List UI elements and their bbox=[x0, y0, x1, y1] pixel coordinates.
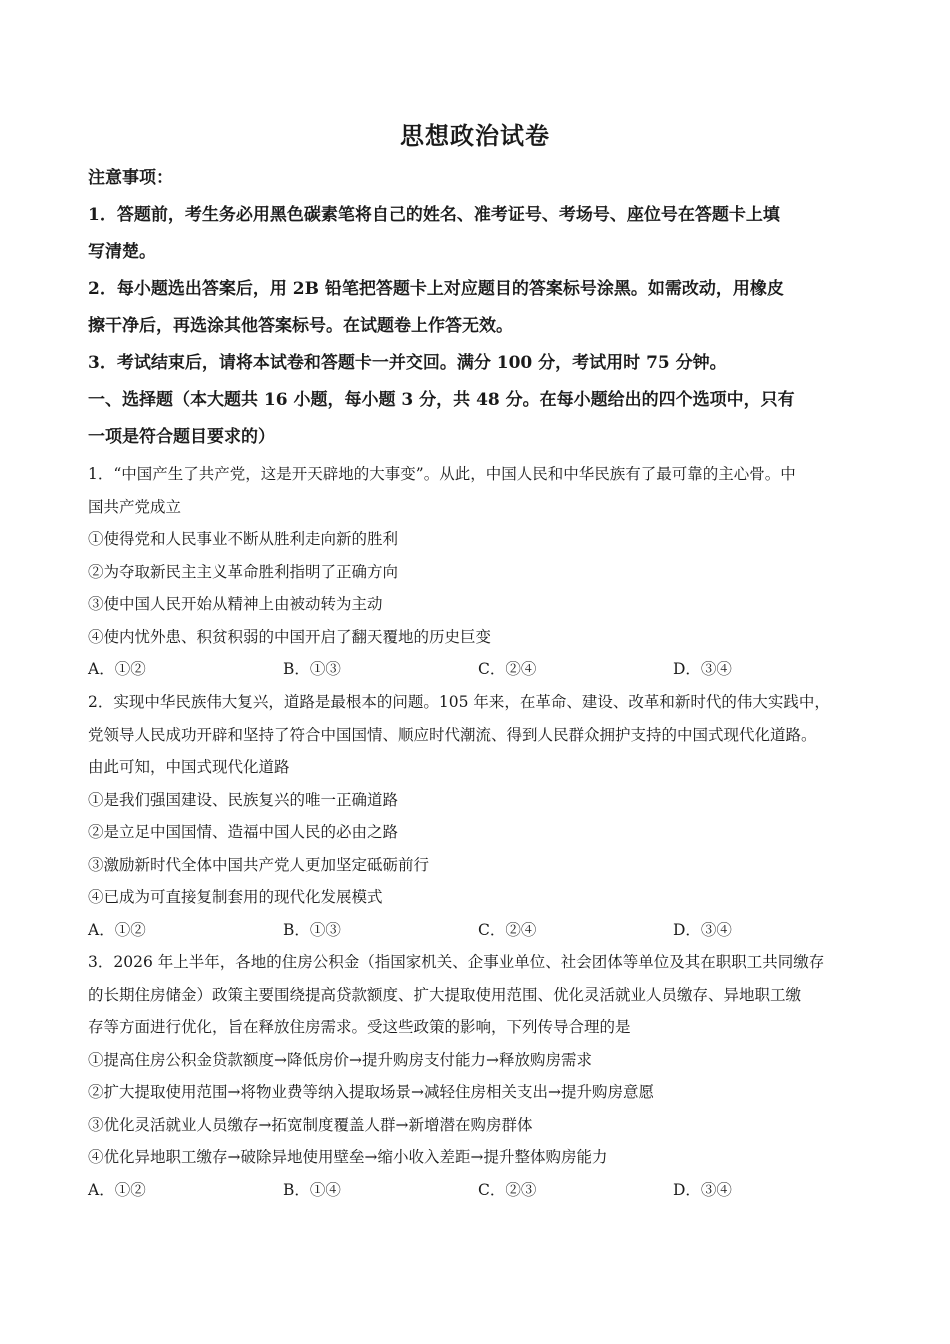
question-stem: 的长期住房储金）政策主要围绕提高贷款额度、扩大提取使用范围、优化灵活就业人员缴存、异地职工缴 bbox=[88, 985, 802, 1004]
statement-item: ④已成为可直接复制套用的现代化发展模式 bbox=[88, 888, 383, 906]
option-c: C．②④ bbox=[478, 920, 537, 939]
statement-item: ②是立足中国国情、造福中国人民的必由之路 bbox=[88, 823, 399, 841]
notice-line: 3．考试结束后，请将本试卷和答题卡一并交回。满分 100 分，考试用时 75 分钟。 bbox=[88, 353, 727, 373]
question-stem: 存等方面进行优化，旨在释放住房需求。受这些政策的影响，下列传导合理的是 bbox=[88, 1018, 631, 1036]
option-d: D．③④ bbox=[673, 920, 732, 939]
question-2 bbox=[88, 686, 868, 946]
question-stem: 国共产党成立 bbox=[88, 497, 182, 516]
section-heading: 一、选择题（本大题共 16 小题，每小题 3 分，共 48 分。在每小题给出的四个选项中，只有 bbox=[88, 390, 795, 410]
notice-line: 1．答题前，考生务必用黑色碳素笔将自己的姓名、准考证号、考场号、座位号在答题卡上填 bbox=[88, 205, 780, 225]
statement-item: ③优化灵活就业人员缴存→拓宽制度覆盖人群→新增潜在购房群体 bbox=[88, 1115, 533, 1134]
option-c: C．②④ bbox=[478, 660, 537, 678]
statement-item: ③激励新时代全体中国共产党人更加坚定砥砺前行 bbox=[88, 855, 430, 874]
notice-line: 写清楚。 bbox=[88, 242, 156, 262]
statement-item: ①提高住房公积金贷款额度→降低房价→提升购房支付能力→释放购房需求 bbox=[88, 1050, 592, 1069]
option-c: C．②③ bbox=[478, 1180, 537, 1199]
notice-line: 2．每小题选出答案后，用 2B 铅笔把答题卡上对应题目的答案标号涂黑。如需改动，用橡皮 bbox=[88, 279, 784, 299]
question-stem: 3．2026 年上半年，各地的住房公积金（指国家机关、企事业单位、社会团体等单位及其在职职工共同缴存 bbox=[88, 953, 825, 971]
option-d: D．③④ bbox=[673, 1180, 732, 1199]
answer-options bbox=[88, 653, 868, 686]
option-b: B．①③ bbox=[283, 660, 341, 678]
answer-options bbox=[88, 1174, 868, 1207]
question-1 bbox=[88, 458, 868, 686]
option-a: A．①② bbox=[88, 660, 146, 678]
option-b: B．①③ bbox=[283, 920, 341, 939]
notice-block bbox=[88, 160, 868, 456]
statement-item: ②扩大提取使用范围→将物业费等纳入提取场景→减轻住房相关支出→提升购房意愿 bbox=[88, 1083, 654, 1101]
option-a: A．①② bbox=[88, 920, 146, 939]
notice-line: 擦干净后，再选涂其他答案标号。在试题卷上作答无效。 bbox=[88, 316, 513, 336]
section-heading: 一项是符合题目要求的） bbox=[88, 427, 275, 447]
question-3 bbox=[88, 946, 868, 1206]
question-stem: 1．“中国产生了共产党，这是开天辟地的大事变”。从此，中国人民和中华民族有了最可靠的主心骨。中 bbox=[88, 465, 796, 483]
option-d: D．③④ bbox=[673, 660, 732, 678]
question-stem: 2．实现中华民族伟大复兴，道路是最根本的问题。105 年来，在革命、建设、改革和新时代的伟大实践中， bbox=[88, 693, 830, 711]
statement-item: ④优化异地职工缴存→破除异地使用壁垒→缩小收入差距→提升整体购房能力 bbox=[88, 1148, 608, 1166]
option-a: A．①② bbox=[88, 1180, 146, 1199]
page-title: 思想政治试卷 bbox=[400, 121, 550, 150]
statement-item: ③使中国人民开始从精神上由被动转为主动 bbox=[88, 595, 383, 613]
question-stem: 党领导人民成功开辟和坚持了符合中国国情、顺应时代潮流、得到人民群众拥护支持的中国式现代化道路。 bbox=[88, 725, 817, 744]
statement-item: ①是我们强国建设、民族复兴的唯一正确道路 bbox=[88, 790, 399, 809]
question-stem: 由此可知，中国式现代化道路 bbox=[88, 758, 290, 776]
statement-item: ④使内忧外患、积贫积弱的中国开启了翻天覆地的历史巨变 bbox=[88, 627, 492, 646]
notice-heading: 注意事项： bbox=[88, 168, 173, 188]
statement-item: ①使得党和人民事业不断从胜利走向新的胜利 bbox=[88, 530, 399, 548]
answer-options bbox=[88, 914, 868, 947]
option-b: B．①④ bbox=[283, 1180, 341, 1199]
statement-item: ②为夺取新民主主义革命胜利指明了正确方向 bbox=[88, 562, 399, 581]
